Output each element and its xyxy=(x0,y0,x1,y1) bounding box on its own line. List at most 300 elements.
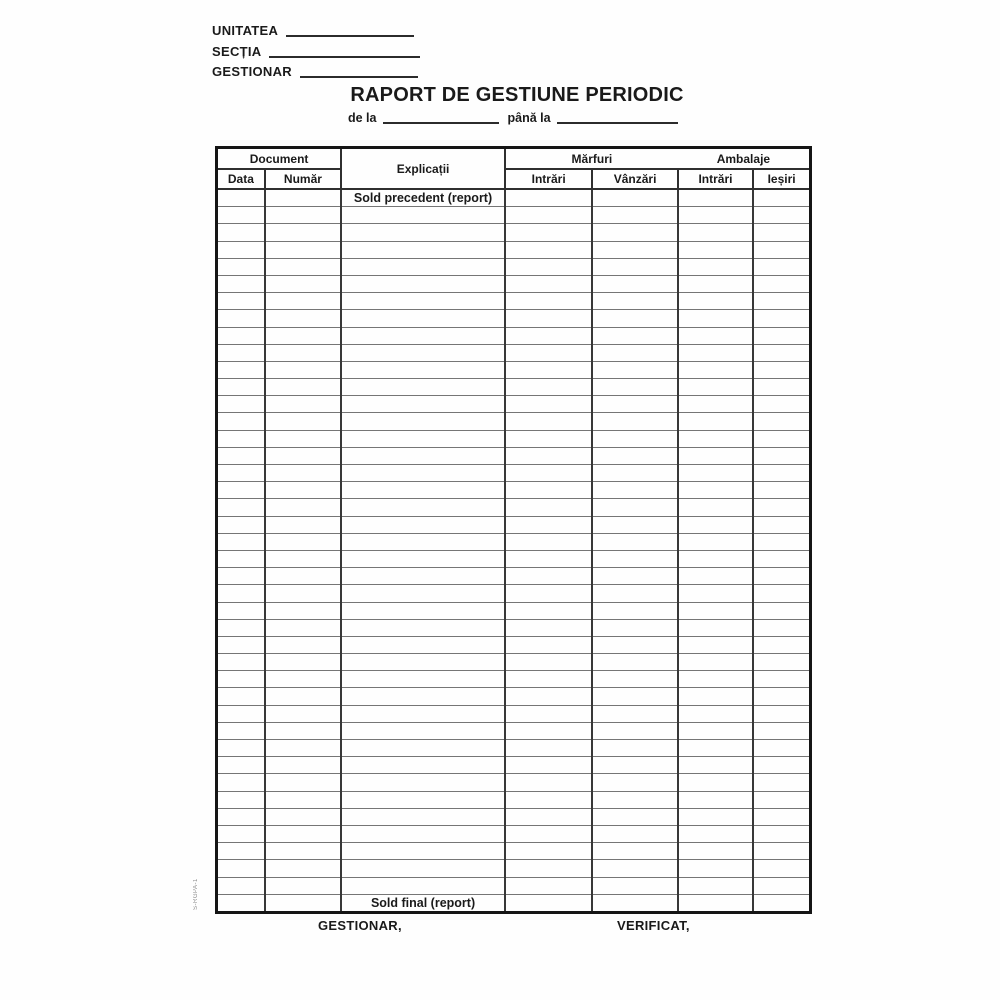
table-cell xyxy=(505,825,592,842)
table-cell xyxy=(753,722,810,739)
table-cell xyxy=(505,430,592,447)
table-row xyxy=(217,293,811,310)
table-cell xyxy=(505,722,592,739)
table-cell xyxy=(265,705,341,722)
table-cell xyxy=(592,894,677,912)
table-cell xyxy=(753,344,810,361)
table-cell xyxy=(678,361,753,378)
gestiune-table xyxy=(215,146,812,914)
table-cell xyxy=(753,636,810,653)
table-row xyxy=(217,843,811,860)
table-cell xyxy=(341,413,505,430)
table-cell xyxy=(217,465,265,482)
table-cell xyxy=(592,757,677,774)
table-cell xyxy=(678,224,753,241)
table-cell xyxy=(592,516,677,533)
table-cell xyxy=(592,396,677,413)
col-header-marfuri-intrari: Intrări xyxy=(505,169,592,189)
table-cell xyxy=(753,499,810,516)
table-cell xyxy=(505,619,592,636)
table-cell xyxy=(592,310,677,327)
col-header-explicatii: Explicații xyxy=(341,148,505,190)
table-cell xyxy=(265,774,341,791)
table-cell xyxy=(217,413,265,430)
date-range-row xyxy=(348,111,678,125)
table-cell xyxy=(505,224,592,241)
table-cell xyxy=(678,877,753,894)
table-cell xyxy=(753,258,810,275)
table-cell xyxy=(592,207,677,224)
table-cell xyxy=(678,550,753,567)
table-row xyxy=(217,516,811,533)
form-title: RAPORT DE GESTIUNE PERIODIC xyxy=(350,84,684,106)
table-cell xyxy=(341,774,505,791)
table-cell xyxy=(592,791,677,808)
table-cell xyxy=(265,550,341,567)
table-cell xyxy=(265,688,341,705)
table-cell xyxy=(753,275,810,292)
table-cell xyxy=(505,379,592,396)
field-unitatea-blank-line xyxy=(286,35,414,37)
table-cell xyxy=(678,516,753,533)
table-cell xyxy=(265,327,341,344)
table-cell xyxy=(265,413,341,430)
table-cell xyxy=(753,379,810,396)
table-cell xyxy=(678,705,753,722)
field-gestionar-label: GESTIONAR xyxy=(212,64,292,79)
table-cell xyxy=(341,361,505,378)
table-cell xyxy=(341,568,505,585)
table-cell xyxy=(505,705,592,722)
table-cell xyxy=(592,877,677,894)
table-cell xyxy=(753,207,810,224)
table-cell xyxy=(265,568,341,585)
table-cell xyxy=(341,241,505,258)
table-cell xyxy=(505,327,592,344)
table-cell xyxy=(217,757,265,774)
table-row xyxy=(217,361,811,378)
table-cell xyxy=(753,533,810,550)
date-to-blank-line xyxy=(557,122,678,124)
table-cell xyxy=(341,550,505,567)
table-cell xyxy=(592,860,677,877)
table-cell xyxy=(341,258,505,275)
table-cell xyxy=(265,499,341,516)
table-cell xyxy=(592,327,677,344)
table-cell xyxy=(217,361,265,378)
table-cell xyxy=(505,568,592,585)
table-cell xyxy=(505,860,592,877)
table-cell xyxy=(265,722,341,739)
table-cell xyxy=(341,224,505,241)
table-cell xyxy=(505,207,592,224)
table-cell xyxy=(217,430,265,447)
table-cell xyxy=(217,224,265,241)
table-cell xyxy=(592,482,677,499)
table-row xyxy=(217,705,811,722)
table-cell xyxy=(753,482,810,499)
table-row xyxy=(217,671,811,688)
table-cell xyxy=(217,843,265,860)
col-header-numar: Număr xyxy=(265,169,341,189)
table-cell xyxy=(678,860,753,877)
field-gestionar-blank-line xyxy=(300,76,418,78)
table-cell xyxy=(592,413,677,430)
table-cell xyxy=(217,894,265,912)
table-cell xyxy=(217,877,265,894)
table-cell xyxy=(592,293,677,310)
table-cell xyxy=(505,550,592,567)
table-cell xyxy=(341,757,505,774)
table-cell xyxy=(505,688,592,705)
table-row xyxy=(217,396,811,413)
table-cell xyxy=(505,533,592,550)
table-row xyxy=(217,877,811,894)
table-cell xyxy=(753,327,810,344)
table-cell xyxy=(753,791,810,808)
table-cell xyxy=(678,654,753,671)
table-cell xyxy=(505,585,592,602)
table-cell xyxy=(753,654,810,671)
table-cell xyxy=(678,344,753,361)
table-row xyxy=(217,465,811,482)
table-cell xyxy=(505,344,592,361)
table-cell xyxy=(265,636,341,653)
table-row xyxy=(217,740,811,757)
table-row xyxy=(217,722,811,739)
table-cell xyxy=(592,465,677,482)
table-cell xyxy=(592,740,677,757)
table-cell xyxy=(217,585,265,602)
table-cell xyxy=(678,843,753,860)
table-cell xyxy=(217,774,265,791)
table-body xyxy=(217,189,811,912)
table-cell xyxy=(265,825,341,842)
table-cell xyxy=(217,499,265,516)
table-cell xyxy=(341,447,505,464)
table-row xyxy=(217,430,811,447)
table-cell xyxy=(753,740,810,757)
sold-final-label: Sold final (report) xyxy=(341,894,505,912)
table-cell xyxy=(592,344,677,361)
table-cell xyxy=(753,877,810,894)
table-cell xyxy=(505,636,592,653)
table-cell xyxy=(753,516,810,533)
date-from-blank-line xyxy=(383,122,499,124)
field-unitatea-label: UNITATEA xyxy=(212,23,279,38)
table-cell xyxy=(753,465,810,482)
table-cell xyxy=(678,688,753,705)
table-cell xyxy=(592,550,677,567)
table-cell xyxy=(265,482,341,499)
table-cell xyxy=(341,396,505,413)
table-cell xyxy=(265,224,341,241)
table-cell xyxy=(217,344,265,361)
table-cell xyxy=(592,722,677,739)
table-cell xyxy=(592,379,677,396)
table-cell xyxy=(678,241,753,258)
table-cell xyxy=(678,465,753,482)
table-cell xyxy=(341,482,505,499)
table-cell xyxy=(753,413,810,430)
table-cell xyxy=(753,550,810,567)
field-unitatea xyxy=(212,23,414,38)
table-cell xyxy=(592,843,677,860)
table-cell xyxy=(678,482,753,499)
col-header-ambalaje-iesiri: Ieșiri xyxy=(753,169,810,189)
table-cell xyxy=(341,327,505,344)
table-cell xyxy=(265,619,341,636)
table-cell xyxy=(753,705,810,722)
table-cell xyxy=(217,327,265,344)
table-row xyxy=(217,619,811,636)
table-cell xyxy=(341,722,505,739)
table-cell xyxy=(341,585,505,602)
table-cell xyxy=(678,447,753,464)
col-header-document-group: Document xyxy=(217,148,342,170)
field-sectia xyxy=(212,44,420,59)
table-cell xyxy=(592,275,677,292)
table-row xyxy=(217,224,811,241)
table-cell xyxy=(217,740,265,757)
table-cell xyxy=(217,791,265,808)
table-cell xyxy=(678,791,753,808)
table-cell xyxy=(678,671,753,688)
table-cell xyxy=(678,602,753,619)
table-cell xyxy=(753,361,810,378)
table-cell xyxy=(265,293,341,310)
table-cell xyxy=(505,447,592,464)
table-cell xyxy=(341,430,505,447)
table-cell xyxy=(217,825,265,842)
table-cell xyxy=(678,379,753,396)
field-gestionar xyxy=(212,64,418,79)
field-sectia-label: SECȚIA xyxy=(212,44,262,59)
date-from-label: de la xyxy=(348,111,377,125)
table-row xyxy=(217,327,811,344)
table-cell xyxy=(265,189,341,207)
table-cell xyxy=(217,533,265,550)
table-cell xyxy=(341,808,505,825)
table-cell xyxy=(341,825,505,842)
signature-verificat-label: VERIFICAT, xyxy=(617,918,690,933)
table-cell xyxy=(217,516,265,533)
table-cell xyxy=(265,791,341,808)
table-row xyxy=(217,688,811,705)
table-cell xyxy=(265,654,341,671)
table-cell xyxy=(341,877,505,894)
table-cell xyxy=(341,636,505,653)
table-cell xyxy=(217,293,265,310)
table-cell xyxy=(265,379,341,396)
table-cell xyxy=(341,843,505,860)
table-cell xyxy=(341,275,505,292)
table-cell xyxy=(505,774,592,791)
table-cell xyxy=(341,688,505,705)
table-cell xyxy=(341,310,505,327)
table-row xyxy=(217,207,811,224)
table-cell xyxy=(592,585,677,602)
table-cell xyxy=(265,757,341,774)
table-row xyxy=(217,602,811,619)
table-cell xyxy=(505,740,592,757)
table-cell xyxy=(753,619,810,636)
table-cell xyxy=(265,258,341,275)
table-cell xyxy=(217,447,265,464)
table-cell xyxy=(341,654,505,671)
col-header-ambalaje-group: Ambalaje xyxy=(678,148,811,170)
table-row xyxy=(217,774,811,791)
table-row xyxy=(217,654,811,671)
table-cell xyxy=(753,894,810,912)
table-cell xyxy=(217,860,265,877)
table-cell xyxy=(753,671,810,688)
table-cell xyxy=(592,619,677,636)
table-cell xyxy=(341,344,505,361)
table-cell xyxy=(505,275,592,292)
table-cell xyxy=(265,894,341,912)
table-cell xyxy=(341,740,505,757)
table-cell xyxy=(753,688,810,705)
table-cell xyxy=(265,671,341,688)
table-row xyxy=(217,310,811,327)
table-cell xyxy=(678,636,753,653)
table-cell xyxy=(341,860,505,877)
table-cell xyxy=(265,310,341,327)
table-cell xyxy=(592,774,677,791)
table-cell xyxy=(265,430,341,447)
table-cell xyxy=(592,258,677,275)
form-code: S-RGPA-1 xyxy=(193,878,199,910)
table-cell xyxy=(341,602,505,619)
table-cell xyxy=(341,705,505,722)
table-cell xyxy=(678,396,753,413)
table-row xyxy=(217,275,811,292)
table-cell xyxy=(592,499,677,516)
table-cell xyxy=(753,396,810,413)
table-cell xyxy=(217,275,265,292)
table-row xyxy=(217,808,811,825)
col-header-data: Data xyxy=(217,169,265,189)
table-row xyxy=(217,413,811,430)
table-cell xyxy=(505,602,592,619)
table-cell xyxy=(678,413,753,430)
table-cell xyxy=(678,430,753,447)
table-cell xyxy=(753,860,810,877)
table-cell xyxy=(505,808,592,825)
table-cell xyxy=(678,533,753,550)
table-cell xyxy=(753,189,810,207)
table-cell xyxy=(265,207,341,224)
table-cell xyxy=(217,602,265,619)
table-cell xyxy=(753,774,810,791)
table-cell xyxy=(341,533,505,550)
table-cell xyxy=(217,258,265,275)
table-cell xyxy=(753,293,810,310)
table-cell xyxy=(217,654,265,671)
table-row xyxy=(217,791,811,808)
table-cell xyxy=(217,396,265,413)
col-header-ambalaje-intrari: Intrări xyxy=(678,169,753,189)
table-cell xyxy=(341,207,505,224)
signature-gestionar-label: GESTIONAR, xyxy=(318,918,402,933)
table-cell xyxy=(753,757,810,774)
table-cell xyxy=(678,189,753,207)
table-row xyxy=(217,825,811,842)
table-cell xyxy=(217,310,265,327)
table-cell xyxy=(217,688,265,705)
table-cell xyxy=(265,860,341,877)
table-cell xyxy=(265,241,341,258)
table-cell xyxy=(505,465,592,482)
table-cell xyxy=(341,791,505,808)
table-cell xyxy=(592,688,677,705)
table-cell xyxy=(592,705,677,722)
table-cell xyxy=(505,310,592,327)
table-cell xyxy=(265,602,341,619)
table-cell xyxy=(678,258,753,275)
table-cell xyxy=(265,396,341,413)
table-cell xyxy=(678,774,753,791)
table-cell xyxy=(265,740,341,757)
table-cell xyxy=(341,465,505,482)
table-cell xyxy=(678,275,753,292)
table-cell xyxy=(341,499,505,516)
table-cell xyxy=(505,843,592,860)
table-cell xyxy=(678,568,753,585)
table-cell xyxy=(678,327,753,344)
table-cell xyxy=(217,482,265,499)
table-cell xyxy=(678,722,753,739)
table-cell xyxy=(505,258,592,275)
table-cell xyxy=(678,757,753,774)
table-cell xyxy=(753,430,810,447)
table-row xyxy=(217,894,811,912)
table-row xyxy=(217,550,811,567)
table-cell xyxy=(678,808,753,825)
table-cell xyxy=(678,619,753,636)
table-cell xyxy=(217,568,265,585)
table-cell xyxy=(217,619,265,636)
table-row xyxy=(217,447,811,464)
table-cell xyxy=(217,241,265,258)
table-cell xyxy=(341,619,505,636)
table-cell xyxy=(505,241,592,258)
table-cell xyxy=(678,499,753,516)
table-cell xyxy=(505,361,592,378)
table-cell xyxy=(592,671,677,688)
table-cell xyxy=(753,825,810,842)
table-cell xyxy=(678,825,753,842)
table-cell xyxy=(592,602,677,619)
table-cell xyxy=(265,516,341,533)
table-cell xyxy=(678,310,753,327)
table-row xyxy=(217,189,811,207)
table-row xyxy=(217,379,811,396)
table-cell xyxy=(592,533,677,550)
col-header-marfuri-vanzari: Vânzări xyxy=(592,169,677,189)
table-cell xyxy=(592,654,677,671)
table-cell xyxy=(217,550,265,567)
table-cell xyxy=(341,671,505,688)
table-cell xyxy=(753,447,810,464)
table-cell xyxy=(592,361,677,378)
table-cell xyxy=(753,585,810,602)
table-row xyxy=(217,499,811,516)
table-cell xyxy=(592,224,677,241)
table-cell xyxy=(217,379,265,396)
table-row xyxy=(217,482,811,499)
